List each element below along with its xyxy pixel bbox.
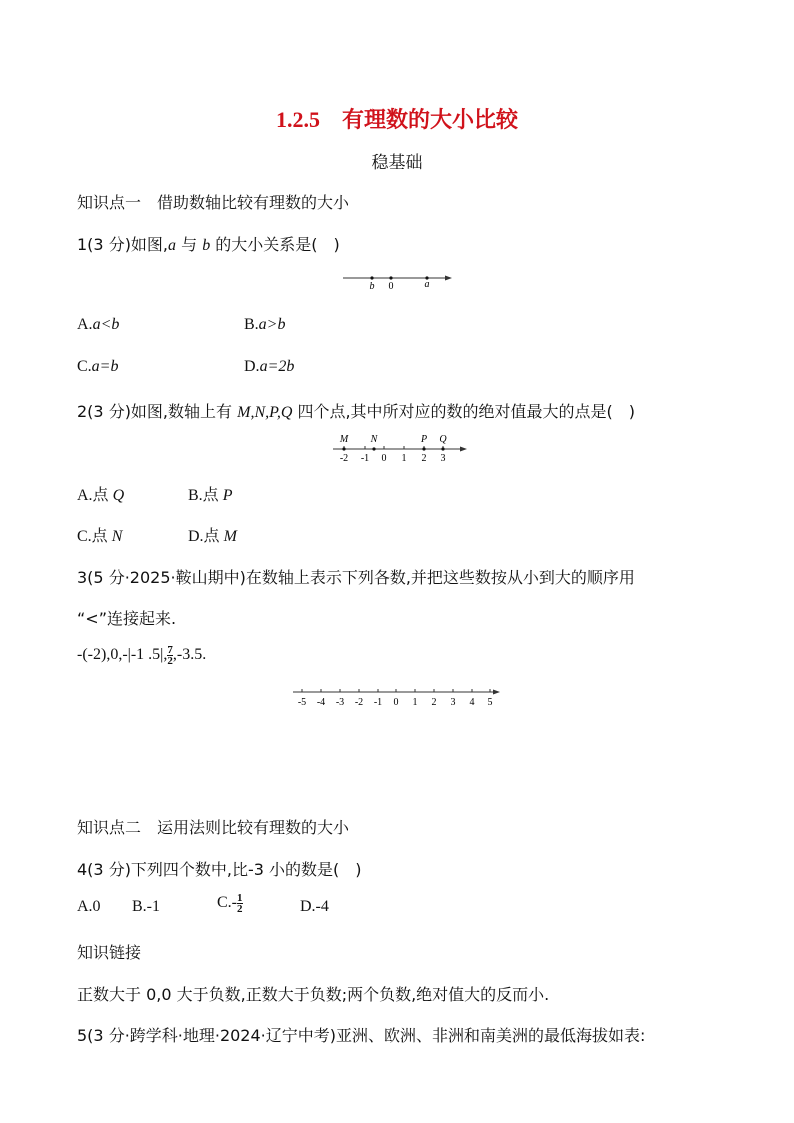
section-heading-1: 知识点一 借助数轴比较有理数的大小 — [77, 193, 350, 212]
q3-tick-label: -1 — [373, 697, 383, 708]
question-3-stem-line1: 3(5 分·2025·鞍山期中)在数轴上表示下列各数,并把这些数按从小到大的顺序用 — [77, 568, 635, 587]
q1-option-d[interactable]: D.a=2b — [244, 358, 295, 375]
q1-axis-label-a: a — [424, 279, 430, 290]
q2-tick-label: 0 — [381, 453, 387, 463]
q1-axis-label-b: b — [369, 281, 375, 292]
q1-number-line — [340, 272, 455, 292]
q3-tick-label: 3 — [450, 697, 456, 708]
q2-option-a[interactable]: A.点 Q — [77, 487, 125, 504]
q1-option-b[interactable]: B.a>b — [244, 316, 286, 333]
q3-tick-label: 5 — [487, 697, 493, 708]
q1-stem-mid: 与 — [176, 235, 203, 254]
q2-point-label-p: P — [420, 434, 428, 445]
q4-option-c[interactable]: $C.-\frac{1}{2}$ — [217, 892, 243, 915]
q2-point-label-q: Q — [439, 434, 447, 445]
page-title — [0, 103, 794, 134]
q1-option-a[interactable]: A.a<b — [77, 316, 120, 333]
question-4-stem: 4(3 分)下列四个数中,比-3 小的数是( ) — [77, 860, 362, 879]
knowledge-link-text: 正数大于 0,0 大于负数,正数大于负数;两个负数,绝对值大的反而小. — [77, 985, 550, 1004]
question-1-stem — [77, 232, 340, 255]
knowledge-link-heading: 知识链接 — [77, 943, 142, 962]
section-number: 1.2.5 — [275, 107, 320, 132]
q1-axis-label-0: 0 — [388, 281, 394, 292]
q1-var-a: a — [168, 237, 177, 254]
subtitle: 稳基础 — [371, 153, 423, 173]
q2-option-b[interactable]: B.点 P — [188, 487, 233, 504]
q2-option-d[interactable]: D.点 M — [188, 528, 237, 545]
q4-fraction: $\frac{1}{2}$ — [237, 892, 243, 915]
q2-tick-label: -1 — [360, 453, 370, 463]
question-2-stem: 2(3 分)如图,数轴上有 M,N,P,Q 四个点,其中所对应的数的绝对值最大的点是( ) — [77, 402, 636, 421]
q3-tick-label: 1 — [412, 697, 418, 708]
q2-option-c[interactable]: C.点 N — [77, 528, 123, 545]
title-text: 有理数的大小比较 — [341, 108, 518, 133]
q2-number-line — [330, 431, 470, 463]
q3-tick-label: 2 — [431, 697, 437, 708]
question-3-stem-line2: “<”连接起来. — [77, 609, 177, 628]
q2-tick-label: 1 — [401, 453, 407, 463]
q2-point-label-n: N — [370, 434, 378, 445]
q3-number-list: -(-2),0,-|-1 $.5|,\frac{7}{2}$ ,-3.5. — [77, 644, 207, 667]
q4-option-a[interactable]: A.0 — [77, 898, 101, 915]
q2-point-label-m: M — [339, 434, 349, 445]
q2-tick-label: 3 — [440, 453, 446, 463]
q3-tick-label: -5 — [297, 697, 307, 708]
q2-tick-label: -2 — [339, 453, 349, 463]
q3-tick-label: -3 — [335, 697, 345, 708]
q4-option-d[interactable]: D.-4 — [300, 898, 329, 915]
q3-tick-label: 0 — [393, 697, 399, 708]
q3-tick-label: -4 — [316, 697, 326, 708]
q3-number-line — [290, 686, 505, 712]
q1-stem-pre: 1(3 分)如图, — [77, 235, 169, 254]
q2-tick-label: 2 — [421, 453, 427, 463]
q1-var-b: b — [202, 237, 211, 254]
section-heading-2: 知识点二 运用法则比较有理数的大小 — [77, 818, 350, 837]
q1-stem-post: 的大小关系是( ) — [210, 235, 340, 254]
q2-vars: M,N,P,Q — [237, 404, 293, 421]
q3-fraction: $\frac{7}{2}$ — [167, 644, 173, 667]
q3-tick-label: 4 — [469, 697, 475, 708]
q3-tick-label: -2 — [354, 697, 364, 708]
question-5-stem: 5(3 分·跨学科·地理·2024·辽宁中考)亚洲、欧洲、非洲和南美洲的最低海拔如表: — [77, 1026, 646, 1045]
q4-option-b[interactable]: B.-1 — [132, 898, 160, 915]
q1-option-c[interactable]: C.a=b — [77, 358, 119, 375]
